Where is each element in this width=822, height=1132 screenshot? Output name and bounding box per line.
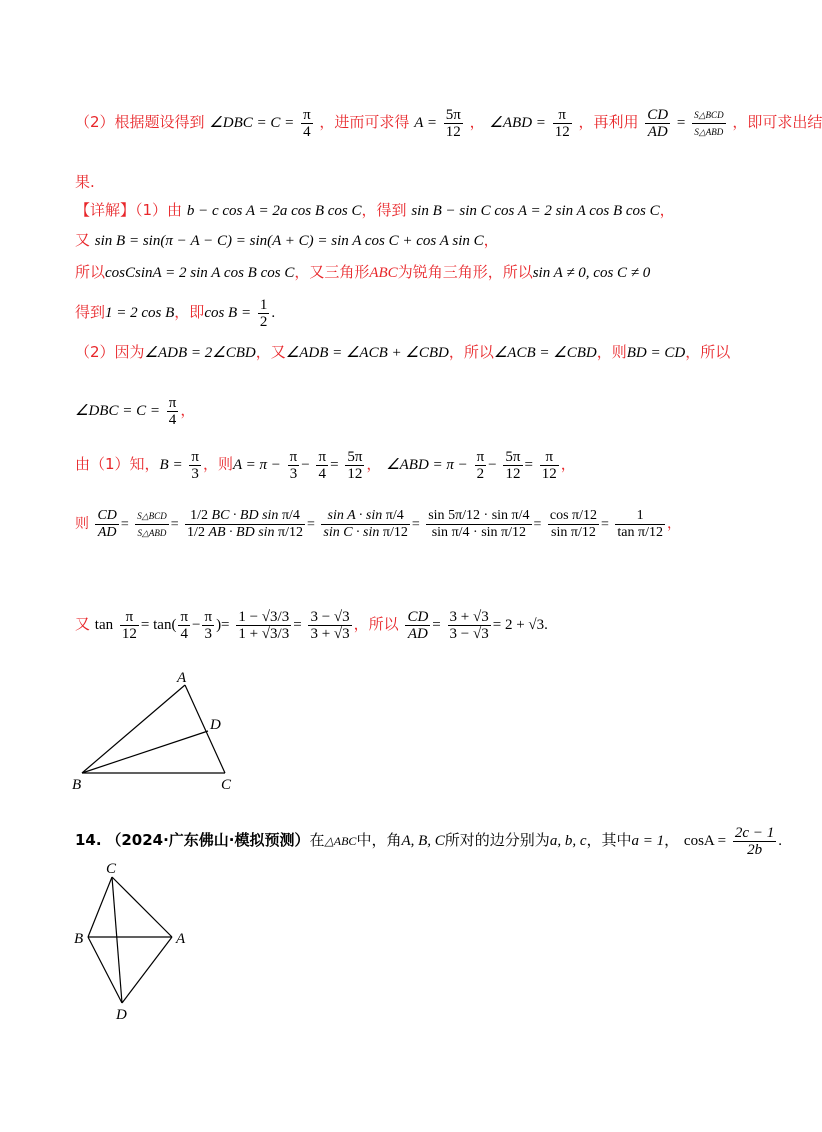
edge-cd <box>112 877 122 1003</box>
frac-cd-ad <box>645 107 670 140</box>
den: S△ABD <box>694 126 724 137</box>
hint-line-1 <box>75 100 822 144</box>
problem-text: ，其中 <box>586 831 632 849</box>
den: 4 <box>318 465 327 482</box>
part2-text: ，又 <box>255 343 286 361</box>
pi: π <box>572 507 580 523</box>
detail-text: ，即 <box>174 303 205 321</box>
sin: sin <box>428 507 445 523</box>
part2-line-3 <box>75 442 576 486</box>
math-eq: ∠ADB = 2∠CBD <box>144 345 256 361</box>
tan: tan <box>94 617 114 633</box>
label-d: D <box>210 717 221 733</box>
twelve: 12 <box>512 524 527 540</box>
num: CD <box>647 106 669 123</box>
frac-pi-3 <box>202 609 214 642</box>
tan-mid: = tan( <box>140 617 177 633</box>
math-eq: cosCsinA = 2 sin A cos B cos C <box>105 265 295 281</box>
comma: ， <box>483 231 499 249</box>
pi: π <box>278 524 286 540</box>
period: . <box>271 305 276 321</box>
den: 3 <box>204 625 213 642</box>
tan-end: )= <box>216 617 230 633</box>
eq-sign: = <box>120 517 129 532</box>
frac-s <box>692 107 725 140</box>
label-d: D <box>116 1007 127 1023</box>
eq-sign: = <box>601 517 609 532</box>
triangle-figure-1 <box>60 665 260 795</box>
math-a: a = 1 <box>631 833 665 849</box>
num: π <box>476 448 485 465</box>
pi: π <box>570 524 578 540</box>
frac-pi-3 <box>189 449 201 482</box>
math-eq: ∠ACB = ∠CBD <box>493 345 597 361</box>
four: 4 <box>396 507 404 523</box>
num: π <box>120 609 139 626</box>
comma: ， <box>366 455 382 473</box>
detail-tag: 【详解】 <box>75 201 136 219</box>
num: 1 <box>615 508 665 525</box>
part2-text: ，则 <box>202 455 233 473</box>
math-abc: ABC <box>369 265 398 281</box>
ratio-label: 则 <box>75 516 89 532</box>
den: 4 <box>168 411 177 428</box>
half: 1 <box>190 507 198 523</box>
label-b: B <box>72 777 82 793</box>
sin: sin <box>431 524 449 540</box>
detail-line-3 <box>75 262 650 283</box>
twelve: 12 <box>289 524 304 540</box>
edge-ba <box>82 685 185 773</box>
math-eq: sin A ≠ 0, cos C ≠ 0 <box>532 265 651 281</box>
den: 3 <box>191 465 199 482</box>
eq-sign: = <box>524 457 533 473</box>
eq-sign: = <box>432 617 441 633</box>
frac-pi-3 <box>288 449 300 482</box>
bc-bd: BC · BD sin <box>211 507 279 523</box>
den: 1/2 AB · BD sin π/12 <box>187 524 304 540</box>
minus: − <box>192 617 201 633</box>
tan-label: 又 <box>75 615 91 633</box>
math-angles: A, B, C <box>401 833 445 849</box>
num: 1/2 BC · BD sin π/4 <box>185 508 305 525</box>
frac-cos <box>548 508 599 541</box>
num: π <box>289 448 298 465</box>
math-eq: 1 = 2 cos B <box>105 305 175 321</box>
three: 3 <box>281 625 290 642</box>
twelve: 12 <box>648 524 663 540</box>
num: S△BCD <box>135 508 168 525</box>
den: 2 <box>476 465 485 482</box>
math-B: B = <box>159 457 183 473</box>
detail-label: 又 <box>75 231 91 249</box>
den: 3 + √3 <box>310 625 350 642</box>
minus: − <box>488 457 497 473</box>
frac-pi-12 <box>120 609 139 642</box>
problem-number: 14. <box>75 831 102 849</box>
eq-sign: = <box>330 457 339 473</box>
frac-pi-12 <box>540 449 559 482</box>
math-cos: cosA = <box>683 833 727 849</box>
math-A: A = <box>414 115 437 131</box>
math-eq: ∠DBC = C = <box>75 403 160 419</box>
frac-sin <box>321 508 409 541</box>
pi: π <box>451 524 459 540</box>
sin: sin <box>491 507 509 523</box>
frac-half <box>258 297 270 330</box>
num: 5π <box>505 448 521 465</box>
problem-text: 所对的边分别为 <box>444 831 550 849</box>
frac-cd-ad <box>405 609 430 642</box>
den: sin π/12 <box>551 524 596 540</box>
math-tri: △ABC <box>324 834 357 848</box>
math-angle: ∠DBC = C = <box>209 115 295 131</box>
frac-pi-2 <box>475 449 487 482</box>
sinc: sin C · sin <box>323 524 380 540</box>
part2-text: ，所以 <box>353 615 399 633</box>
twelve: 12 <box>393 524 408 540</box>
num: π <box>168 394 177 411</box>
num: sin 5π/12 · sin π/4 <box>428 507 530 523</box>
period: . <box>778 833 782 849</box>
frac-pi-4 <box>167 395 179 428</box>
eq-sign: = <box>533 517 542 532</box>
frac-3 <box>308 609 351 642</box>
num: 5π <box>347 448 363 465</box>
pi: π <box>511 507 519 523</box>
twelve: 12 <box>466 507 481 523</box>
frac-cos <box>733 825 776 858</box>
detail-label: 所以 <box>75 263 106 281</box>
frac-pi-4 <box>301 107 313 140</box>
den: 3 − √3 <box>449 625 489 642</box>
num: cos π/12 <box>549 507 598 523</box>
hint-text: ，再利用 <box>578 113 639 131</box>
math-sides: a, b, c <box>549 833 587 849</box>
frac-pi-4 <box>178 609 190 642</box>
edge-ca <box>112 877 172 937</box>
eq-sign: = <box>307 517 315 532</box>
frac-cd-ad <box>95 508 118 541</box>
den: 1 + √3/3 <box>238 625 290 642</box>
edge-ad <box>122 937 172 1003</box>
den: 2 <box>259 313 268 330</box>
ab-bd: AB · BD sin <box>208 524 275 540</box>
edge-bd <box>82 731 208 773</box>
sqrt3: √3 <box>261 625 278 642</box>
math-eq: sin B − sin C cos A = 2 sin A cos B cos C <box>411 203 660 219</box>
edge-cb <box>88 877 112 937</box>
den: sin π/4 · sin π/12 <box>431 524 527 540</box>
minus: − <box>301 457 310 473</box>
den: AD <box>647 123 668 140</box>
part2-label: （2）因为 <box>75 343 145 361</box>
hint-text: 果. <box>75 173 95 191</box>
num: π <box>191 448 199 465</box>
part2-line-2 <box>75 388 195 432</box>
frac-sin2 <box>426 508 531 541</box>
math-eq: BD = CD <box>626 345 686 361</box>
triangle-figure-2 <box>60 855 210 1025</box>
detail-line-2 <box>75 230 499 251</box>
den: 12 <box>505 465 521 482</box>
math-abd: ∠ABD = <box>489 115 546 131</box>
math-eq: ∠ADB = ∠ACB + ∠CBD <box>285 345 449 361</box>
pi: π <box>382 524 390 540</box>
hint-text: ，进而可求得 <box>319 113 410 131</box>
tan-line <box>75 588 548 660</box>
one-minus: 1 − <box>238 608 259 625</box>
part2-text: ，所以 <box>685 343 731 361</box>
comma: ， <box>659 201 675 219</box>
frac-s <box>135 508 168 541</box>
num: sin A · sin π/4 <box>321 508 409 525</box>
sina: sin A · sin <box>327 507 383 523</box>
part2-text: ，所以 <box>448 343 494 361</box>
twelve: 12 <box>583 507 598 523</box>
den: 12 <box>554 123 570 140</box>
frac-area <box>185 508 305 541</box>
dot: · <box>483 507 489 523</box>
detail-label: 得到 <box>75 303 106 321</box>
pi: π <box>501 524 509 540</box>
den: 12 <box>347 465 363 482</box>
comma: ， <box>666 516 681 532</box>
pi: π <box>637 524 646 540</box>
frac-nested <box>236 609 291 642</box>
den: S△ABD <box>137 527 167 538</box>
pi: π <box>385 507 393 523</box>
comma: ， <box>180 401 196 419</box>
math-eq: cos B = <box>204 305 252 321</box>
num: 1 − √3/3 <box>238 608 290 625</box>
den: AD <box>97 524 117 540</box>
two: 2 <box>201 507 209 523</box>
hint-text: ，即可求出结 <box>732 113 822 131</box>
den: tan π/12 <box>617 524 663 540</box>
problem-text: 中，角 <box>356 831 402 849</box>
frac-5pi-12 <box>444 107 463 140</box>
period: . <box>544 617 548 633</box>
eq-sign: = <box>293 617 302 633</box>
four: 4 <box>292 507 300 523</box>
cos: cos <box>549 507 569 523</box>
label-b: B <box>74 931 84 947</box>
math-A: A = π − <box>232 457 281 473</box>
num: π <box>540 449 559 466</box>
den: 3 <box>289 465 298 482</box>
frac-tan <box>615 508 665 541</box>
four: 4 <box>522 507 530 523</box>
label-a: A <box>176 931 186 947</box>
num: 3 + √3 <box>449 608 489 625</box>
den: 4 <box>303 123 311 140</box>
den: 12 <box>445 123 461 140</box>
label-c: C <box>106 861 117 877</box>
detail-line-1 <box>75 200 675 221</box>
sin: sin <box>551 524 568 540</box>
four: 4 <box>462 524 470 540</box>
label-a: A <box>177 670 187 686</box>
frac-pi-4 <box>316 449 328 482</box>
frac-5pi-12 <box>503 449 522 482</box>
edge-bd <box>88 937 122 1003</box>
num: 1 <box>259 296 268 313</box>
sin: sin <box>481 524 498 540</box>
den: sin C · sin π/12 <box>323 524 408 540</box>
tan: tan <box>617 524 635 540</box>
part2-line-1 <box>75 342 730 363</box>
num: 3 − √3 <box>310 608 350 625</box>
eq-sign: = <box>676 115 686 131</box>
half: 1 <box>187 524 195 540</box>
sqrt3: √3 <box>261 608 278 625</box>
num: π <box>180 608 189 625</box>
frac-pi-12 <box>553 107 572 140</box>
detail-text: ，得到 <box>361 201 407 219</box>
num: S△BCD <box>692 107 725 124</box>
eq-sign: = <box>170 517 179 532</box>
comma: ， <box>469 113 485 131</box>
problem-source: （2024·广东佛山·模拟预测） <box>106 831 310 849</box>
one-plus: 1 + <box>238 625 259 642</box>
dot: · <box>473 524 478 540</box>
detail-label: （1）由 <box>135 201 183 219</box>
num: π <box>204 608 213 625</box>
two: 2 <box>197 524 205 540</box>
num: CD <box>407 608 429 625</box>
detail-text: ，又三角形 <box>294 263 370 281</box>
detail-text: 为锐角三角形，所以 <box>397 263 533 281</box>
num: 5π <box>445 106 461 123</box>
eq-sign: = <box>411 517 420 532</box>
three: 3 <box>281 608 290 625</box>
den: 4 <box>180 625 188 642</box>
den: 12 <box>121 625 137 642</box>
pi: π <box>281 507 290 523</box>
final-eq: = 2 + √3 <box>492 617 545 633</box>
part2-label: 由（1）知， <box>75 455 160 473</box>
num: 2c − 1 <box>734 824 775 841</box>
math-eq: b − c cos A = 2a cos B cos C <box>186 203 362 219</box>
label-c: C <box>221 777 232 793</box>
frac-3b <box>448 609 491 642</box>
den: 12 <box>541 465 557 482</box>
num: CD <box>97 507 117 523</box>
twelve: 12 <box>581 524 596 540</box>
math-eq: sin B = sin(π − A − C) = sin(A + C) = sin A cos C + cos A sin C <box>94 233 484 249</box>
comma: ， <box>560 455 576 473</box>
num: π <box>318 448 327 465</box>
hint-label: （2）根据题设得到 <box>75 113 205 131</box>
num: π <box>303 106 311 123</box>
num: π <box>553 107 572 124</box>
frac-5pi-12 <box>345 449 364 482</box>
ratio-line <box>75 488 681 560</box>
den: 2b <box>747 841 763 858</box>
problem-text: ， <box>664 831 680 849</box>
problem-text: 在 <box>309 831 325 849</box>
math-abd: ∠ABD = π − <box>386 457 468 473</box>
detail-line-4 <box>75 290 275 334</box>
fivepi: 5π <box>448 507 463 523</box>
hint-line-2 <box>75 172 95 192</box>
den: AD <box>407 625 428 642</box>
part2-text: ，则 <box>596 343 627 361</box>
